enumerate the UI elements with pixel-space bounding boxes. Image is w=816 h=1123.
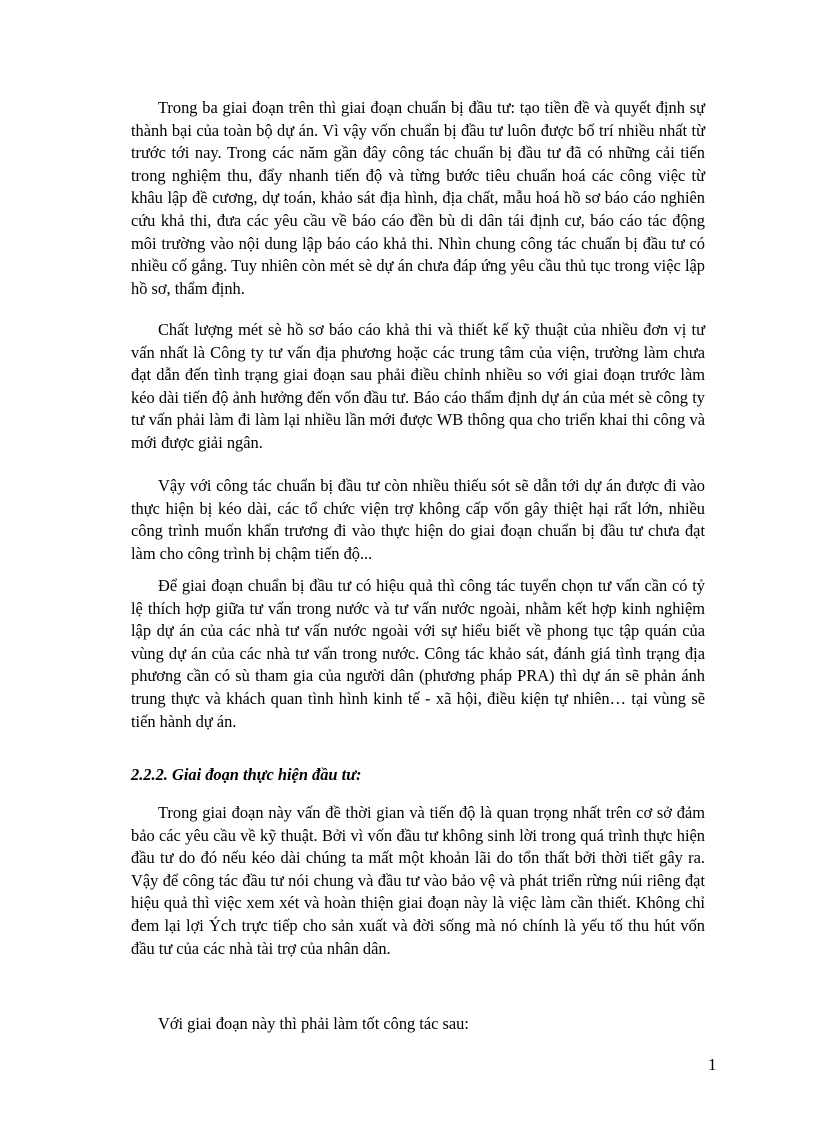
paragraph-report-quality: Chất lượng mét sè hồ sơ báo cáo khả thi và thiết kế kỹ thuật của nhiều đơn vị tư vấn nhất là Công ty tư vấn địa phương hoặc các trung tâm của viện, trường làm chưa đạt dẫn đến tình trạng giai đoạn sau phải điều chỉnh nhiều so với giai đoạn trước làm kéo dài tiến độ ảnh hưởng đến vốn đầu tư. Báo cáo thẩm định dự án của mét sè công ty tư vấn phải làm đi làm lại nhiều lần mới được WB thông qua cho triển khai thi công và mới được giải ngân. bbox=[131, 320, 705, 452]
section-heading: 2.2.2. Giai đoạn thực hiện đầu tư: bbox=[131, 765, 362, 784]
page-number: 1 bbox=[708, 1055, 717, 1074]
paragraph-shortcomings: Vậy với công tác chuẩn bị đầu tư còn nhiều thiếu sót sẽ dẫn tới dự án được đi vào thực hiện bị kéo dài, các tổ chức viện trợ không cấp vốn gây thiệt hại rất lớn, nhiều công trình muốn khẩn trương đi vào thực hiện do giai đoạn chuẩn bị đầu tư chưa đạt làm cho công trình bị chậm tiến độ... bbox=[131, 476, 705, 563]
paragraph-preparation-stage: Trong ba giai đoạn trên thì giai đoạn chuẩn bị đầu tư: tạo tiền đề và quyết định sự thành bại của toàn bộ dự án. Vì vậy vốn chuẩn bị đầu tư luôn được bố trí nhiều nhất từ trước tới nay. Trong các năm gần đây công tác chuẩn bị đầu tư đã có những cải tiến trong nghiệm thu, đẩy nhanh tiến độ và từng bước tiêu chuẩn hoá các công việc từ khâu lập đề cương, dự toán, khảo sát địa hình, địa chất, mẫu hoá hồ sơ báo cáo nghiên cứu khả thi, đưa các yêu cầu về báo cáo đền bù di dân tái định cư, báo cáo tác động môi trường vào nội dung lập báo cáo khả thi. Nhìn chung công tác chuẩn bị đầu tư có nhiều cố gắng. Tuy nhiên còn mét sè dự án chưa đáp ứng yêu cầu thủ tục trong việc lập hồ sơ, thẩm định. bbox=[131, 98, 705, 298]
paragraph-consultant-selection: Để giai đoạn chuẩn bị đầu tư có hiệu quả thì công tác tuyển chọn tư vấn cần có tỷ lệ thích hợp giữa tư vấn trong nước và tư vấn nước ngoài, nhằm kết hợp kinh nghiệm lập dự án của các nhà tư vấn nước ngoài với sự hiểu biết về phong tục tập quán của vùng dự án của các nhà tư vấn trong nước. Công tác khảo sát, đánh giá tình trạng địa phương cần có sù tham gia của người dân (phương pháp PRA) thì dự án sẽ phản ánh trung thực và khách quan tình hình kinh tế - xã hội, điều kiện tự nhiên… tại vùng sẽ tiến hành dự án. bbox=[131, 576, 705, 731]
paragraph-tasks-intro: Với giai đoạn này thì phải làm tốt công tác sau: bbox=[158, 1014, 469, 1033]
paragraph-implementation-stage: Trong giai đoạn này vấn đề thời gian và tiến độ là quan trọng nhất trên cơ sở đảm bảo các yêu cầu về kỹ thuật. Bởi vì vốn đầu tư không sinh lời trong quá trình thực hiện đầu tư do đó nếu kéo dài chúng ta mất một khoản lãi do tổn thất bởi thời tiết gây ra. Vậy để công tác đầu tư nói chung và đầu tư vào bảo vệ và phát triển rừng núi riêng đạt hiệu quả thì việc xem xét và hoàn thiện giai đoạn này là việc làm cần thiết. Không chỉ đem lại lợi Ých trực tiếp cho sản xuất và đời sống mà nó chính là yếu tố thu hút vốn đầu tư của các nhà tài trợ của nhân dân. bbox=[131, 803, 705, 958]
